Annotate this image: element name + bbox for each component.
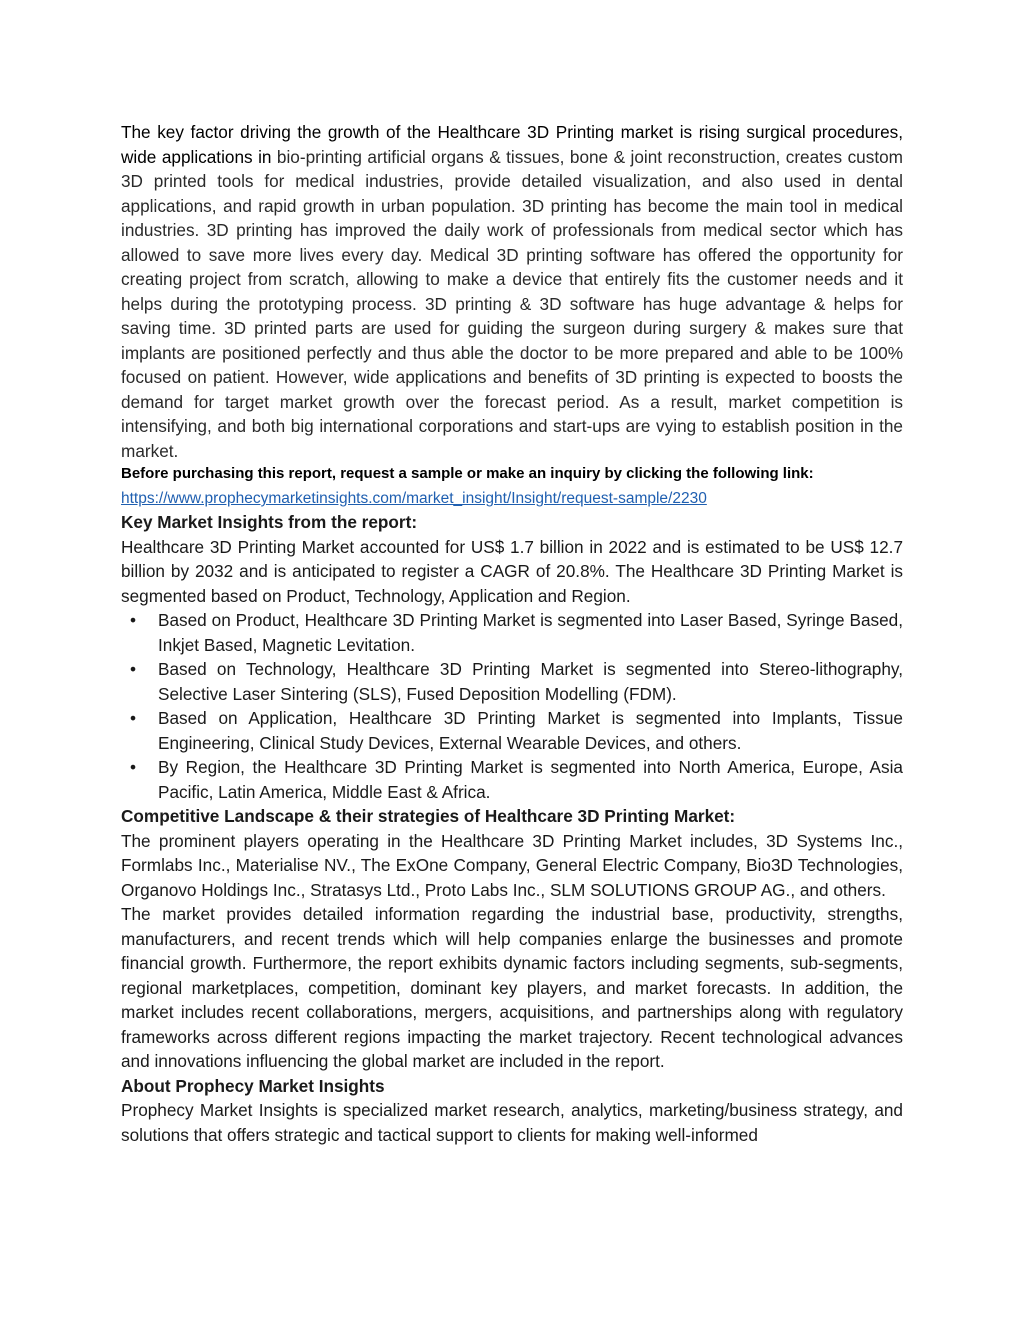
sample-request-link[interactable]: https://www.prophecymarketinsights.com/market_insight/Insight/request-sample/2230	[121, 490, 707, 507]
about-heading: About Prophecy Market Insights	[121, 1075, 385, 1096]
intro-rest-text: bio-printing artificial organs & tissues, bone & joint reconstruction, creates custom 3D printed tools for medical industries, provide detailed visualization, and also used in dental applications, and rapid growth in urban population. 3D printing has become the main tool in medical industries. 3D printing has improved the daily work of professionals from medical sector which has allowed to save more lives every day. Medical 3D printing software has offered the opportunity for creating project from scratch, allowing to make a device that entirely fits the customer needs and it helps during the prototyping process. 3D printing & 3D software has huge advantage & helps for saving time. 3D printed parts are used for guiding the surgeon during surgery & makes sure that implants are positioned perfectly and thus able the doctor to be more prepared and able to be 100% focused on patient. However, wide applications and benefits of 3D printing is expected to boosts the demand for target market growth over the forecast period. As a result, market competition is intensifying, and both big international corporations and start-ups are vying to establish position in the market.	[121, 146, 903, 461]
segment-list-item: • Based on Application, Healthcare 3D Printing Market is segmented into Implants, Tissue Engineering, Clinical Study Devices, External Wearable Devices, and others.	[158, 706, 903, 755]
sample-request-notice: Before purchasing this report, request a sample or make an inquiry by clicking the following link:	[121, 465, 814, 482]
competitive-details-paragraph: The market provides detailed information regarding the industrial base, productivity, strengths, manufacturers, and recent trends which will help companies enlarge the businesses and promote financial growth. Furthermore, the report exhibits dynamic factors including segments, sub-segments, regional marketplaces, competition, dominant key players, and market forecasts. In addition, the market includes recent collaborations, mergers, acquisitions, and partnerships along with regulatory frameworks across different regions impacting the market trajectory. Recent technological advances and innovations influencing the global market are included in the report.	[121, 904, 903, 1071]
key-insights-body: Healthcare 3D Printing Market accounted for US$ 1.7 billion in 2022 and is estimated to be US$ 12.7 billion by 2032 and is anticipated to register a CAGR of 20.8%. The Healthcare 3D Printing Market is segmented based on Product, Technology, Application and Region.	[121, 536, 903, 606]
segment-list-item: • By Region, the Healthcare 3D Printing Market is segmented into North America, Europe, Asia Pacific, Latin America, Middle East & Africa.	[158, 755, 903, 804]
segment-list-item: • Based on Technology, Healthcare 3D Printing Market is segmented into Stereo-lithography, Selective Laser Sintering (SLS), Fused Deposition Modelling (FDM).	[158, 657, 903, 706]
segment-list-item: • Based on Product, Healthcare 3D Printing Market is segmented into Laser Based, Syringe Based, Inkjet Based, Magnetic Levitation.	[158, 608, 903, 657]
segment-list	[121, 608, 903, 804]
competitive-heading: Competitive Landscape & their strategies of Healthcare 3D Printing Market:	[121, 806, 736, 826]
key-insights-heading: Key Market Insights from the report:	[121, 512, 418, 532]
intro-lead-text: The key factor driving the growth of the Healthcare 3D Printing market is rising surgical procedures, wide applications in	[121, 122, 903, 167]
about-paragraph: Prophecy Market Insights is specialized market research, analytics, marketing/business strategy, and solutions that offers strategic and tactical support to clients for making well-informed	[121, 1100, 903, 1145]
intro-paragraph	[121, 120, 903, 463]
competitive-players-paragraph: The prominent players operating in the Healthcare 3D Printing Market includes, 3D Systems Inc., Formlabs Inc., Materialise NV., The ExOne Company, General Electric Company, Bio3D Technologies, Organovo Holdings Inc., Stratasys Ltd., Proto Labs Inc., SLM SOLUTIONS GROUP AG., and others.	[121, 830, 903, 900]
document-page	[121, 120, 903, 1147]
